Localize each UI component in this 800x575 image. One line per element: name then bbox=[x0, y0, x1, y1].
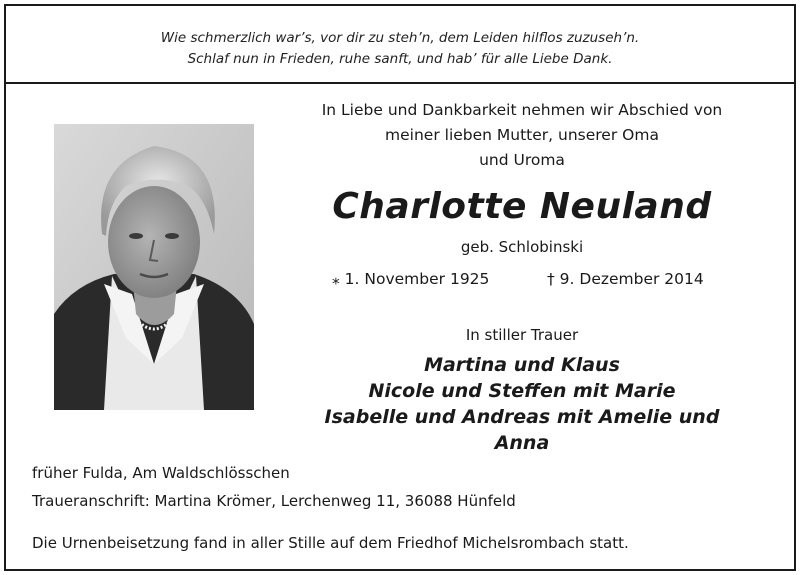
former-address: früher Fulda, Am Waldschlösschen bbox=[32, 464, 290, 482]
maiden-name: geb. Schlobinski bbox=[460, 238, 584, 256]
condolence-address: Traueranschrift: Martina Krömer, Lerchenweg 11, 36088 Hünfeld bbox=[32, 492, 516, 510]
intro-text bbox=[302, 98, 742, 173]
family-line-2: Nicole und Steffen mit Marie bbox=[368, 380, 676, 402]
family-line-1: Martina und Klaus bbox=[424, 354, 620, 376]
birth-date: ⁎ 1. November 1925 bbox=[332, 270, 490, 288]
burial-note: Die Urnenbeisetzung fand in aller Stille auf dem Friedhof Michelsrombach statt. bbox=[32, 534, 629, 552]
portrait-photo bbox=[54, 124, 254, 410]
obituary-card bbox=[4, 4, 796, 571]
family-line-3: Isabelle und Andreas mit Amelie und Anna bbox=[324, 406, 720, 454]
verse-line-1: Wie schmerzlich war’s, vor dir zu steh’n, dem Leiden hilflos zuzuseh’n. bbox=[160, 30, 640, 46]
deceased-name: Charlotte Neuland bbox=[332, 186, 712, 227]
death-date: † 9. Dezember 2014 bbox=[547, 270, 704, 288]
intro-line-1: In Liebe und Dankbarkeit nehmen wir Abschied von bbox=[321, 101, 723, 119]
intro-line-2: meiner lieben Mutter, unserer Oma bbox=[385, 126, 659, 144]
divider bbox=[6, 82, 794, 84]
mourning-label: In stiller Trauer bbox=[465, 326, 579, 344]
verse-line-2: Schlaf nun in Frieden, ruhe sanft, und hab’ für alle Liebe Dank. bbox=[187, 51, 613, 67]
intro-line-3: und Uroma bbox=[479, 151, 565, 169]
family-names bbox=[302, 352, 742, 456]
verse bbox=[6, 28, 794, 70]
portrait-illustration bbox=[54, 124, 254, 410]
